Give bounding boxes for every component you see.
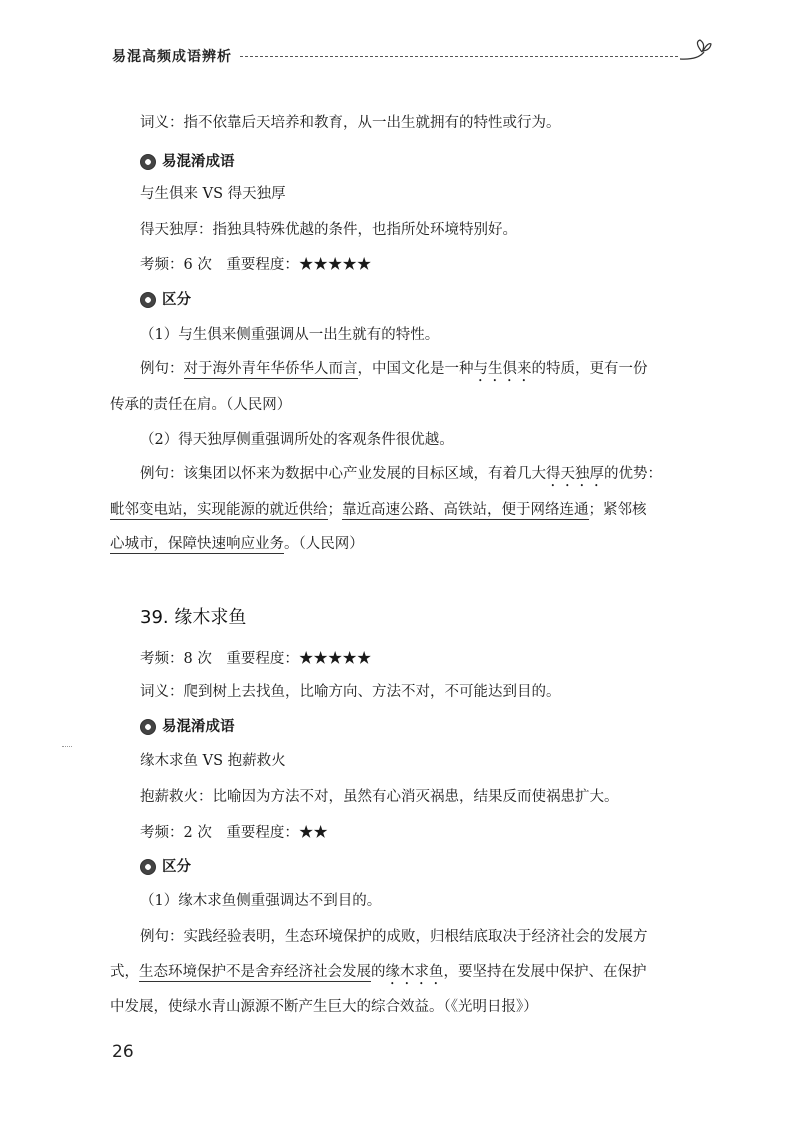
freq-39: 考频：8 次 重要程度：★★★★★ bbox=[140, 651, 372, 667]
margin-mark bbox=[62, 746, 72, 747]
page-number: 26 bbox=[112, 1042, 134, 1062]
example1-39-line2: 式，生态环境保护不是舍弃经济社会发展的缘木求鱼，要坚持在发展中保护、在保护 bbox=[110, 964, 647, 980]
freq2-39: 考频：2 次 重要程度：★★ bbox=[140, 825, 328, 841]
running-title: 易混高频成语辨析 bbox=[112, 49, 232, 65]
pair-39: 缘木求鱼 VS 抱薪救火 bbox=[140, 753, 286, 769]
example1-38-line2: 传承的责任在肩。（人民网） bbox=[110, 397, 292, 413]
target-idiom: 缘木求鱼 bbox=[385, 964, 444, 980]
pair-38: 与生俱来 VS 得天独厚 bbox=[140, 186, 286, 202]
confusable-heading: 易混淆成语 bbox=[162, 154, 235, 170]
header-rule bbox=[240, 56, 678, 57]
example2-38: 例句：该集团以怀来为数据中心产业发展的目标区域，有着几大得天独厚的优势： bbox=[140, 466, 662, 482]
sprout-icon bbox=[678, 38, 712, 62]
confusable-heading: 易混淆成语 bbox=[162, 719, 235, 735]
diff-badge-icon bbox=[140, 292, 156, 308]
example1-39: 例句：实践经验表明，生态环境保护的成败，归根结底取决于经济社会的发展方 bbox=[140, 929, 648, 945]
meaning-39: 词义：爬到树上去找鱼，比喻方向、方法不对，不可能达到目的。 bbox=[140, 684, 561, 700]
diff-heading: 区分 bbox=[162, 292, 191, 308]
entry-title-39: 39. 缘木求鱼 bbox=[140, 607, 247, 628]
underlined-phrase: 生态环境保护不是舍弃经济社会发展 bbox=[139, 964, 371, 980]
example1-38: 例句：对于海外青年华侨华人而言，中国文化是一种与生俱来的特质，更有一份 bbox=[140, 361, 648, 377]
point2-38: （2）得天独厚侧重强调所处的客观条件很优越。 bbox=[140, 432, 454, 448]
confusable-badge-icon bbox=[140, 719, 156, 735]
underlined-phrase: 毗邻变电站，实现能源的就近供给 bbox=[110, 502, 328, 518]
underlined-phrase: 靠近高速公路、高铁站，便于网络连通 bbox=[342, 502, 589, 518]
running-head bbox=[112, 36, 712, 72]
diff-section-39 bbox=[140, 856, 191, 878]
diff-badge-icon bbox=[140, 859, 156, 875]
point1-38: （1）与生俱来侧重强调从一出生就有的特性。 bbox=[140, 327, 440, 343]
confusable-section-38 bbox=[140, 151, 235, 173]
underlined-phrase: 对于海外青年华侨华人而言 bbox=[183, 361, 358, 377]
diff-section-38 bbox=[140, 289, 191, 311]
example2-38-line2: 毗邻变电站，实现能源的就近供给；靠近高速公路、高铁站，便于网络连通；紧邻核 bbox=[110, 502, 647, 518]
meaning-38: 词义：指不依靠后天培养和教育，从一出生就拥有的特性或行为。 bbox=[140, 115, 561, 131]
freq-38: 考频：6 次 重要程度：★★★★★ bbox=[140, 257, 372, 273]
example2-38-line3: 心城市，保障快速响应业务。（人民网） bbox=[110, 536, 364, 552]
confusable-def-39: 抱薪救火：比喻因为方法不对，虽然有心消灭祸患，结果反而使祸患扩大。 bbox=[140, 789, 619, 805]
point1-39: （1）缘木求鱼侧重强调达不到目的。 bbox=[140, 893, 382, 909]
confusable-section-39 bbox=[140, 716, 235, 738]
example1-39-line3: 中发展，使绿水青山源源不断产生巨大的综合效益。（《光明日报》） bbox=[110, 999, 538, 1015]
target-idiom: 得天独厚 bbox=[546, 466, 604, 482]
underlined-phrase: 心城市，保障快速响应业务 bbox=[110, 536, 284, 552]
diff-heading: 区分 bbox=[162, 859, 191, 875]
confusable-def-38: 得天独厚：指独具特殊优越的条件，也指所处环境特别好。 bbox=[140, 222, 517, 238]
target-idiom: 与生俱来 bbox=[473, 361, 532, 377]
confusable-badge-icon bbox=[140, 154, 156, 170]
